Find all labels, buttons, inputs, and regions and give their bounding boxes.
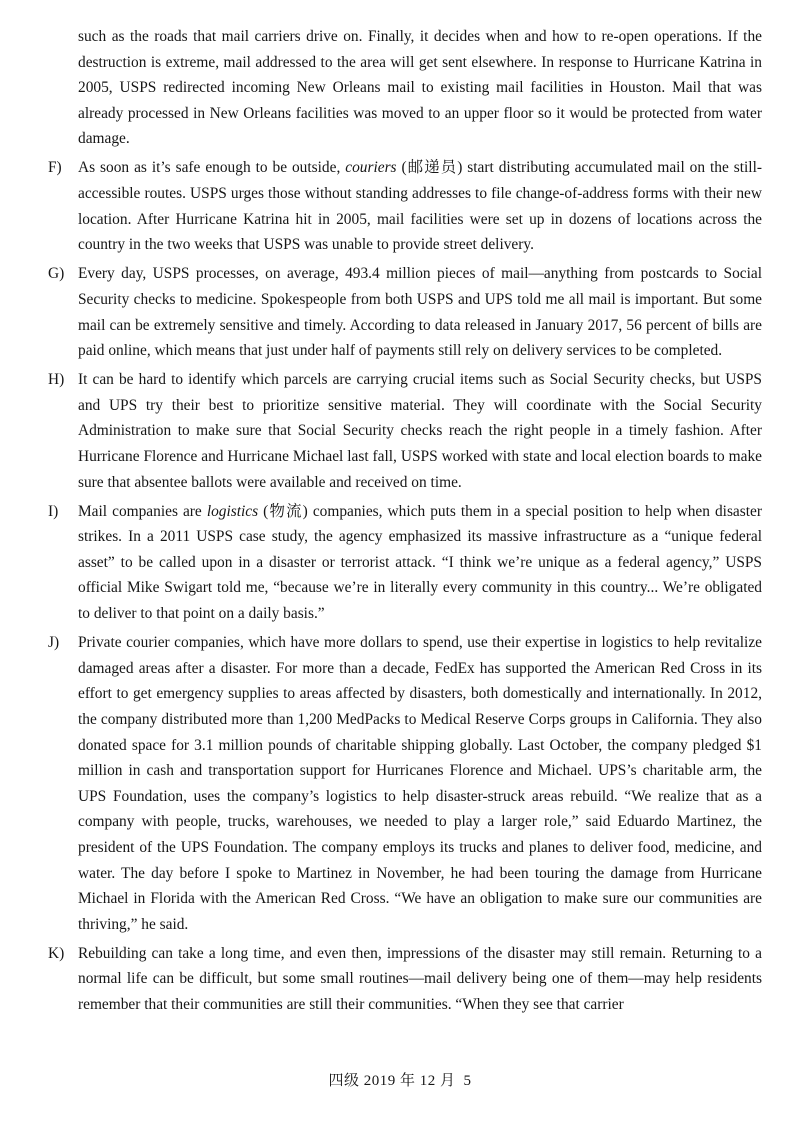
paragraph-text: Every day, USPS processes, on average, 493.4 million pieces of mail—anything from postcards to Social Security checks to medicine. Spokespeople from both USPS and UPS told me all mail is important. But some mail can be extremely sensitive and timely. According to data released in January 2017, 56 percent of bills are paid online, which means that just under half of payments still rely on delivery services to be completed. <box>78 265 762 360</box>
paragraph-j <box>48 630 762 937</box>
paragraph-g <box>48 261 762 363</box>
paragraph-text: It can be hard to identify which parcels are carrying crucial items such as Social Security checks, but USPS and UPS try their best to prioritize sensitive material. They will coordinate with the Social Security Administration to make sure that Social Security checks reach the right people in a timely fashion. After Hurricane Florence and Hurricane Michael last fall, USPS worked with state and local election boards to make sure that absentee ballots were available and received on time. <box>78 371 762 491</box>
paragraph-text: Rebuilding can take a long time, and even then, impressions of the disaster may still remain. Returning to a normal life can be difficult, but some small routines—mail delivery being one of them—may help residents remember that their communities are still their communities. “When they see that carrier <box>78 944 762 1013</box>
paragraph-k <box>48 941 762 1018</box>
paragraph-text: such as the roads that mail carriers drive on. Finally, it decides when and how to re-open operations. If the destruction is extreme, mail addressed to the area will get sent elsewhere. In response to Hurricane Katrina in 2005, USPS redirected incoming New Orleans mail to existing mail facilities in Houston. Mail that was already processed in New Orleans facilities was moved to an upper floor so it would be protected from water damage. <box>78 28 762 148</box>
paragraph-text: Mail companies are logistics (物流) companies, which puts them in a special position to help when disaster strikes. In a 2011 USPS case study, the agency emphasized its massive infrastructure as a “unique federal asset” to be called upon in a disaster or terrorist attack. “I think we’re unique as a federal agency,” USPS official Mike Swigart told me, “because we’re in literally every community in this country... We’re obligated to deliver to that point on a daily basis.” <box>78 502 762 623</box>
paragraph-text: As soon as it’s safe enough to be outside, couriers (邮递员) start distributing accumulated mail on the still-accessible routes. USPS urges those without standing addresses to file change-of-address forms with their new location. After Hurricane Katrina hit in 2005, mail facilities were set up in dozens of locations across the country in the two weeks that USPS was unable to provide street delivery. <box>78 159 762 254</box>
page-number: 5 <box>463 1073 472 1089</box>
page-footer <box>0 1069 800 1095</box>
paragraph-letter: I) <box>48 502 59 520</box>
exam-label: 四级 2019 年 12 月 <box>328 1073 456 1089</box>
paragraph-letter: H) <box>48 371 65 389</box>
paragraph-text: Private courier companies, which have more dollars to spend, use their expertise in logistics to help revitalize damaged areas after a disaster. For more than a decade, FedEx has supported the American Red Cross in its effort to get emergency supplies to areas affected by disasters, both domestically and internationally. In 2012, the company distributed more than 1,200 MedPacks to Medical Reserve Corps groups in California. They also donated space for 3.1 million pounds of charitable shipping globally. Last October, the company pledged $1 million in cash and transportation support for Hurricanes Florence and Michael. UPS’s charitable arm, the UPS Foundation, uses the company’s logistics to help disaster-struck areas rebuild. “We realize that as a company with people, trucks, warehouses, we needed to play a larger role,” said Eduardo Martinez, the president of the UPS Foundation. The company employs its trucks and planes to deliver food, medicine, and water. The day before I spoke to Martinez in November, he had been touring the damage from Hurricane Michael in Florida with the American Red Cross. “We have an obligation to make sure our communities are thriving,” he said. <box>78 634 762 933</box>
paragraph-h <box>48 367 762 495</box>
paragraph-letter: J) <box>48 634 60 652</box>
paragraph-letter: K) <box>48 944 65 962</box>
article-body <box>48 24 762 1021</box>
paragraph-letter: G) <box>48 265 65 283</box>
paragraph-continuation <box>48 24 762 152</box>
paragraph-f <box>48 155 762 257</box>
paragraph-letter: F) <box>48 159 62 177</box>
paragraph-i <box>48 499 762 627</box>
